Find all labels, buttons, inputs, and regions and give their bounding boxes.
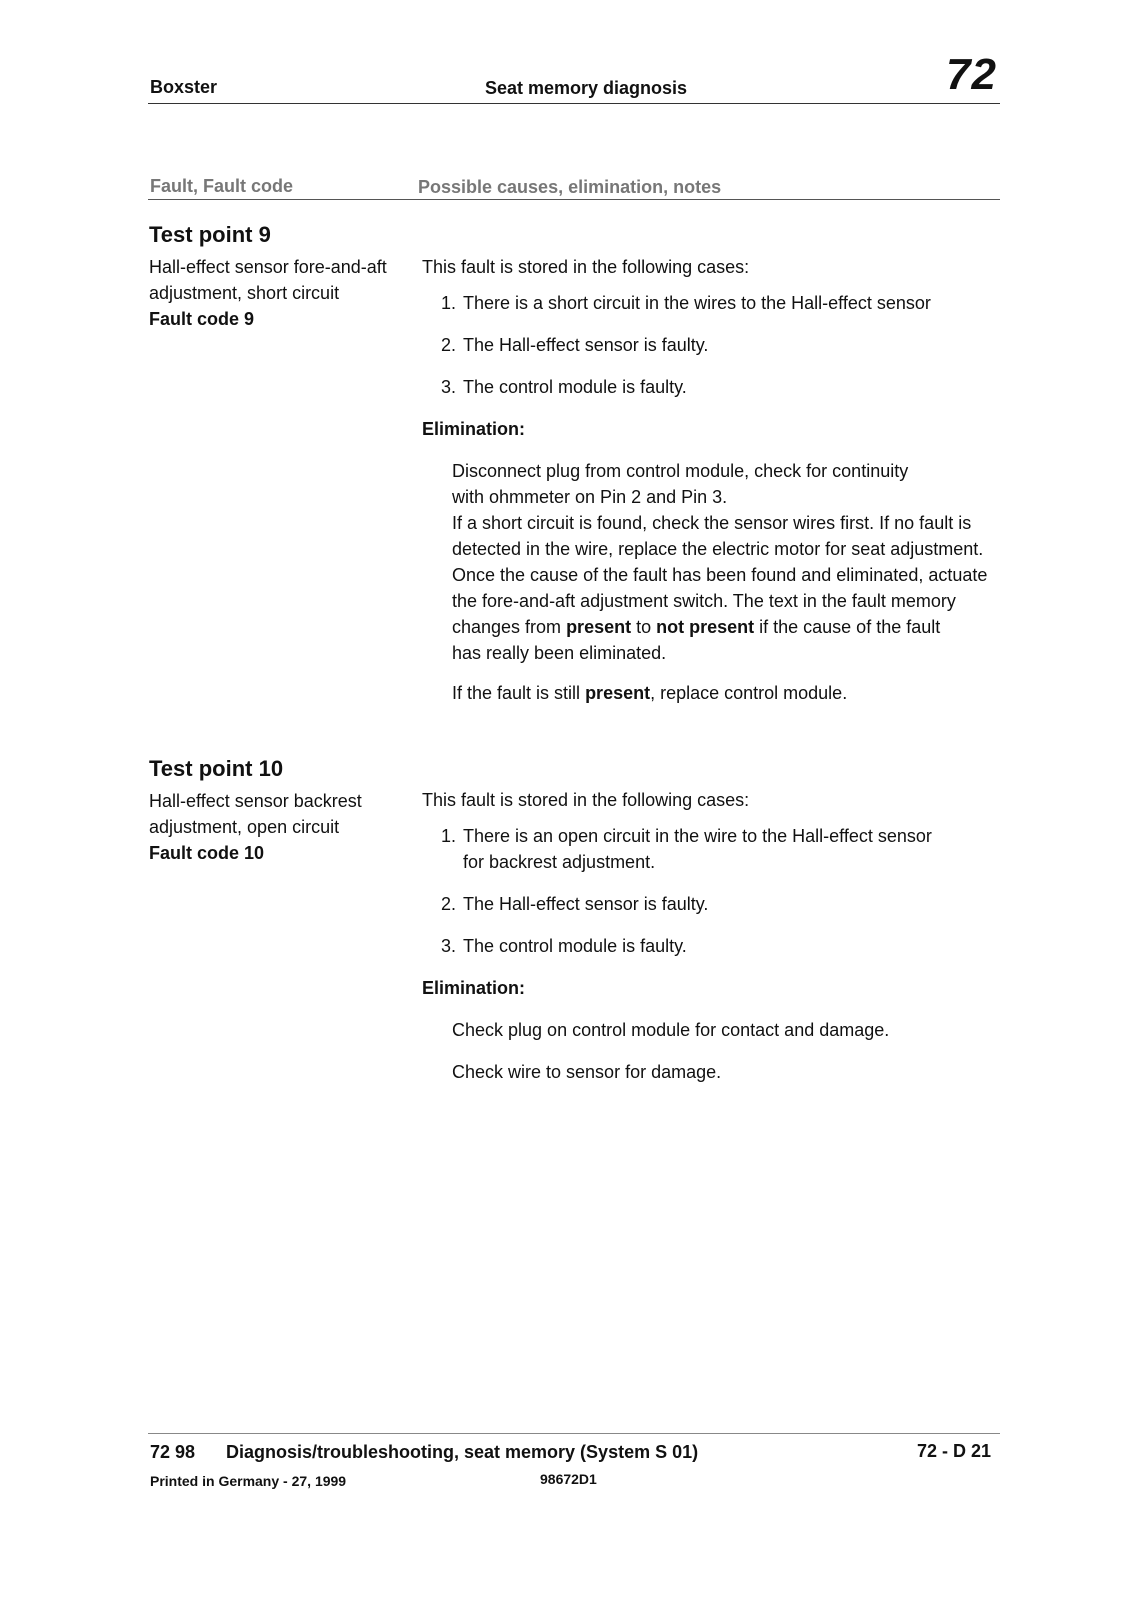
- elimination-paragraph: If the fault is still present, replace control module.: [452, 683, 848, 703]
- test-point-10-description: [149, 788, 399, 866]
- fault-code-10: Fault code 10: [149, 843, 265, 863]
- test-point-9-title: Test point 9: [149, 222, 271, 247]
- list-item: 1. There is a short circuit in the wires to the Hall-effect sensor: [441, 293, 931, 313]
- list-item: 2. The Hall-effect sensor is faulty.: [441, 894, 709, 914]
- header-title: Seat memory diagnosis: [485, 78, 688, 98]
- list-item: 2. The Hall-effect sensor is faulty.: [441, 335, 709, 355]
- elimination-text: [452, 1017, 1012, 1085]
- fault-code-9: Fault code 9: [149, 309, 255, 329]
- test-point-10-title: Test point 10: [149, 756, 284, 781]
- column-header-causes: Possible causes, elimination, notes: [418, 177, 722, 197]
- header-model: Boxster: [150, 77, 218, 97]
- test-point-9-description: [149, 254, 399, 332]
- elimination-text: [452, 458, 1012, 706]
- elimination-paragraph: Disconnect plug from control module, check for continuity with ohmmeter on Pin 2 and Pin 3. If a short circuit is found, check the sensor wires first. If no fault is detected in the wire, replace the electric motor for seat adjustment. Once the cause of the fault has been found and eliminated, actuate the fore-and-aft adjustment switch. The text in the fault memory changes from present to not present if the cause of the fault has really been eliminated.: [452, 461, 988, 663]
- fault-intro: This fault is stored in the following cases:: [422, 257, 750, 277]
- footer-section-code: 72 98: [150, 1442, 196, 1462]
- test-point-10-left: [149, 756, 399, 866]
- test-point-9-left: [149, 222, 399, 332]
- elimination-paragraph: Check wire to sensor for damage.: [452, 1062, 722, 1082]
- description-line: Hall-effect sensor backrest: [149, 791, 362, 811]
- elimination-label: Elimination:: [422, 978, 525, 998]
- column-header-rule: [148, 199, 1000, 200]
- section-number: 72: [946, 50, 997, 99]
- description-line: Hall-effect sensor fore-and-aft: [149, 257, 387, 277]
- list-item: 1. There is an open circuit in the wire to the Hall-effect sensor for backrest adjustment.: [441, 826, 932, 872]
- column-header-fault: Fault, Fault code: [150, 176, 294, 196]
- test-point-10-right: [422, 787, 1012, 1099]
- elimination-paragraph: Check plug on control module for contact and damage.: [452, 1020, 890, 1040]
- footer-title: Diagnosis/troubleshooting, seat memory (System S 01): [226, 1442, 699, 1462]
- cause-list: [441, 823, 1012, 959]
- description-line: adjustment, short circuit: [149, 283, 340, 303]
- elimination-label: Elimination:: [422, 419, 525, 439]
- description-line: adjustment, open circuit: [149, 817, 340, 837]
- footer-rule: [148, 1433, 1000, 1434]
- cause-list: [441, 290, 1012, 400]
- footer-doc-number: 98672D1: [540, 1471, 597, 1487]
- test-point-9-right: [422, 254, 1012, 720]
- footer-page-number: 72 - D 21: [917, 1441, 992, 1461]
- list-item: 3. The control module is faulty.: [441, 936, 687, 956]
- header-rule: [148, 103, 1000, 104]
- fault-intro: This fault is stored in the following cases:: [422, 790, 750, 810]
- list-item: 3. The control module is faulty.: [441, 377, 687, 397]
- footer-printed: Printed in Germany - 27, 1999: [150, 1473, 347, 1489]
